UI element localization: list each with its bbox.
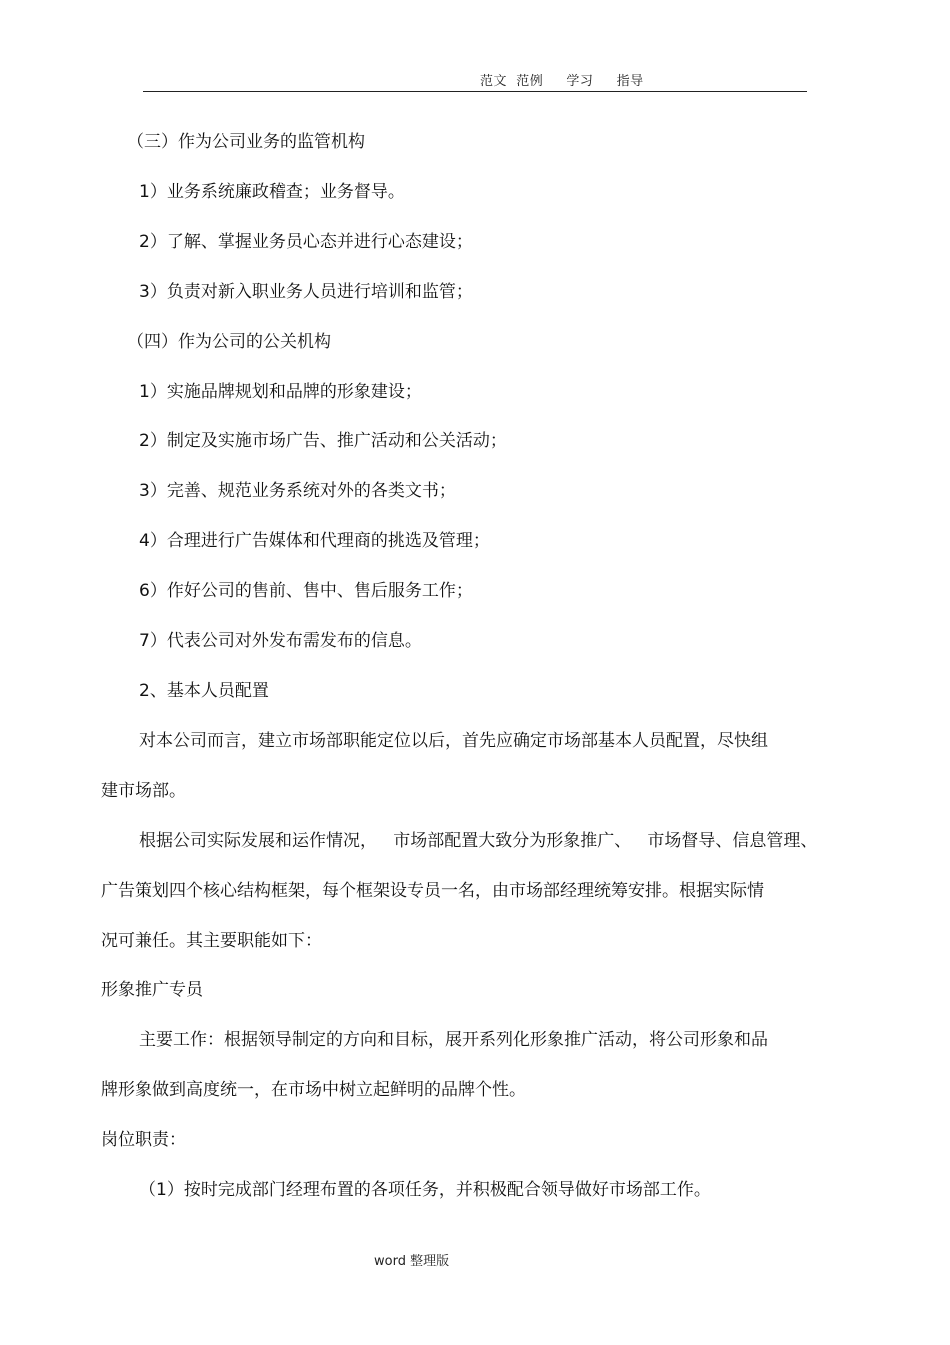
paragraph-line: 广告策划四个核心结构框架，每个框架设专员一名，由市场部经理统筹安排。根据实际情 <box>101 881 764 901</box>
paragraph-line: 建市场部。 <box>101 781 186 801</box>
list-item: 1）业务系统廉政稽查；业务督导。 <box>139 182 405 202</box>
subsection-heading: 2、基本人员配置 <box>139 681 269 701</box>
list-item: 6）作好公司的售前、售中、售后服务工作； <box>139 581 473 601</box>
list-item: 7）代表公司对外发布需发布的信息。 <box>139 631 422 651</box>
list-item: （1）按时完成部门经理布置的各项任务，并积极配合领导做好市场部工作。 <box>139 1180 711 1200</box>
header-rule <box>143 91 807 92</box>
page-header: 范文 范例 学习 指导 <box>480 74 644 89</box>
section-heading: （三）作为公司业务的监管机构 <box>127 132 365 152</box>
paragraph-line: 根据公司实际发展和运作情况， 市场部配置大致分为形象推广、 市场督导、信息管理、 <box>139 831 818 851</box>
role-heading: 形象推广专员 <box>101 980 203 1000</box>
list-item: 2）了解、掌握业务员心态并进行心态建设； <box>139 232 473 252</box>
paragraph-line: 主要工作：根据领导制定的方向和目标，展开系列化形象推广活动，将公司形象和品 <box>139 1030 768 1050</box>
paragraph-line: 牌形象做到高度统一，在市场中树立起鲜明的品牌个性。 <box>101 1080 526 1100</box>
duties-heading: 岗位职责： <box>101 1130 186 1150</box>
list-item: 3）负责对新入职业务人员进行培训和监管； <box>139 282 473 302</box>
list-item: 3）完善、规范业务系统对外的各类文书； <box>139 481 456 501</box>
paragraph-line: 况可兼任。其主要职能如下： <box>101 931 322 951</box>
list-item: 2）制定及实施市场广告、推广活动和公关活动； <box>139 431 507 451</box>
page-footer: word 整理版 <box>374 1254 450 1269</box>
paragraph-line: 对本公司而言，建立市场部职能定位以后，首先应确定市场部基本人员配置，尽快组 <box>139 731 768 751</box>
section-heading: （四）作为公司的公关机构 <box>127 332 331 352</box>
list-item: 1）实施品牌规划和品牌的形象建设； <box>139 382 422 402</box>
list-item: 4）合理进行广告媒体和代理商的挑选及管理； <box>139 531 490 551</box>
